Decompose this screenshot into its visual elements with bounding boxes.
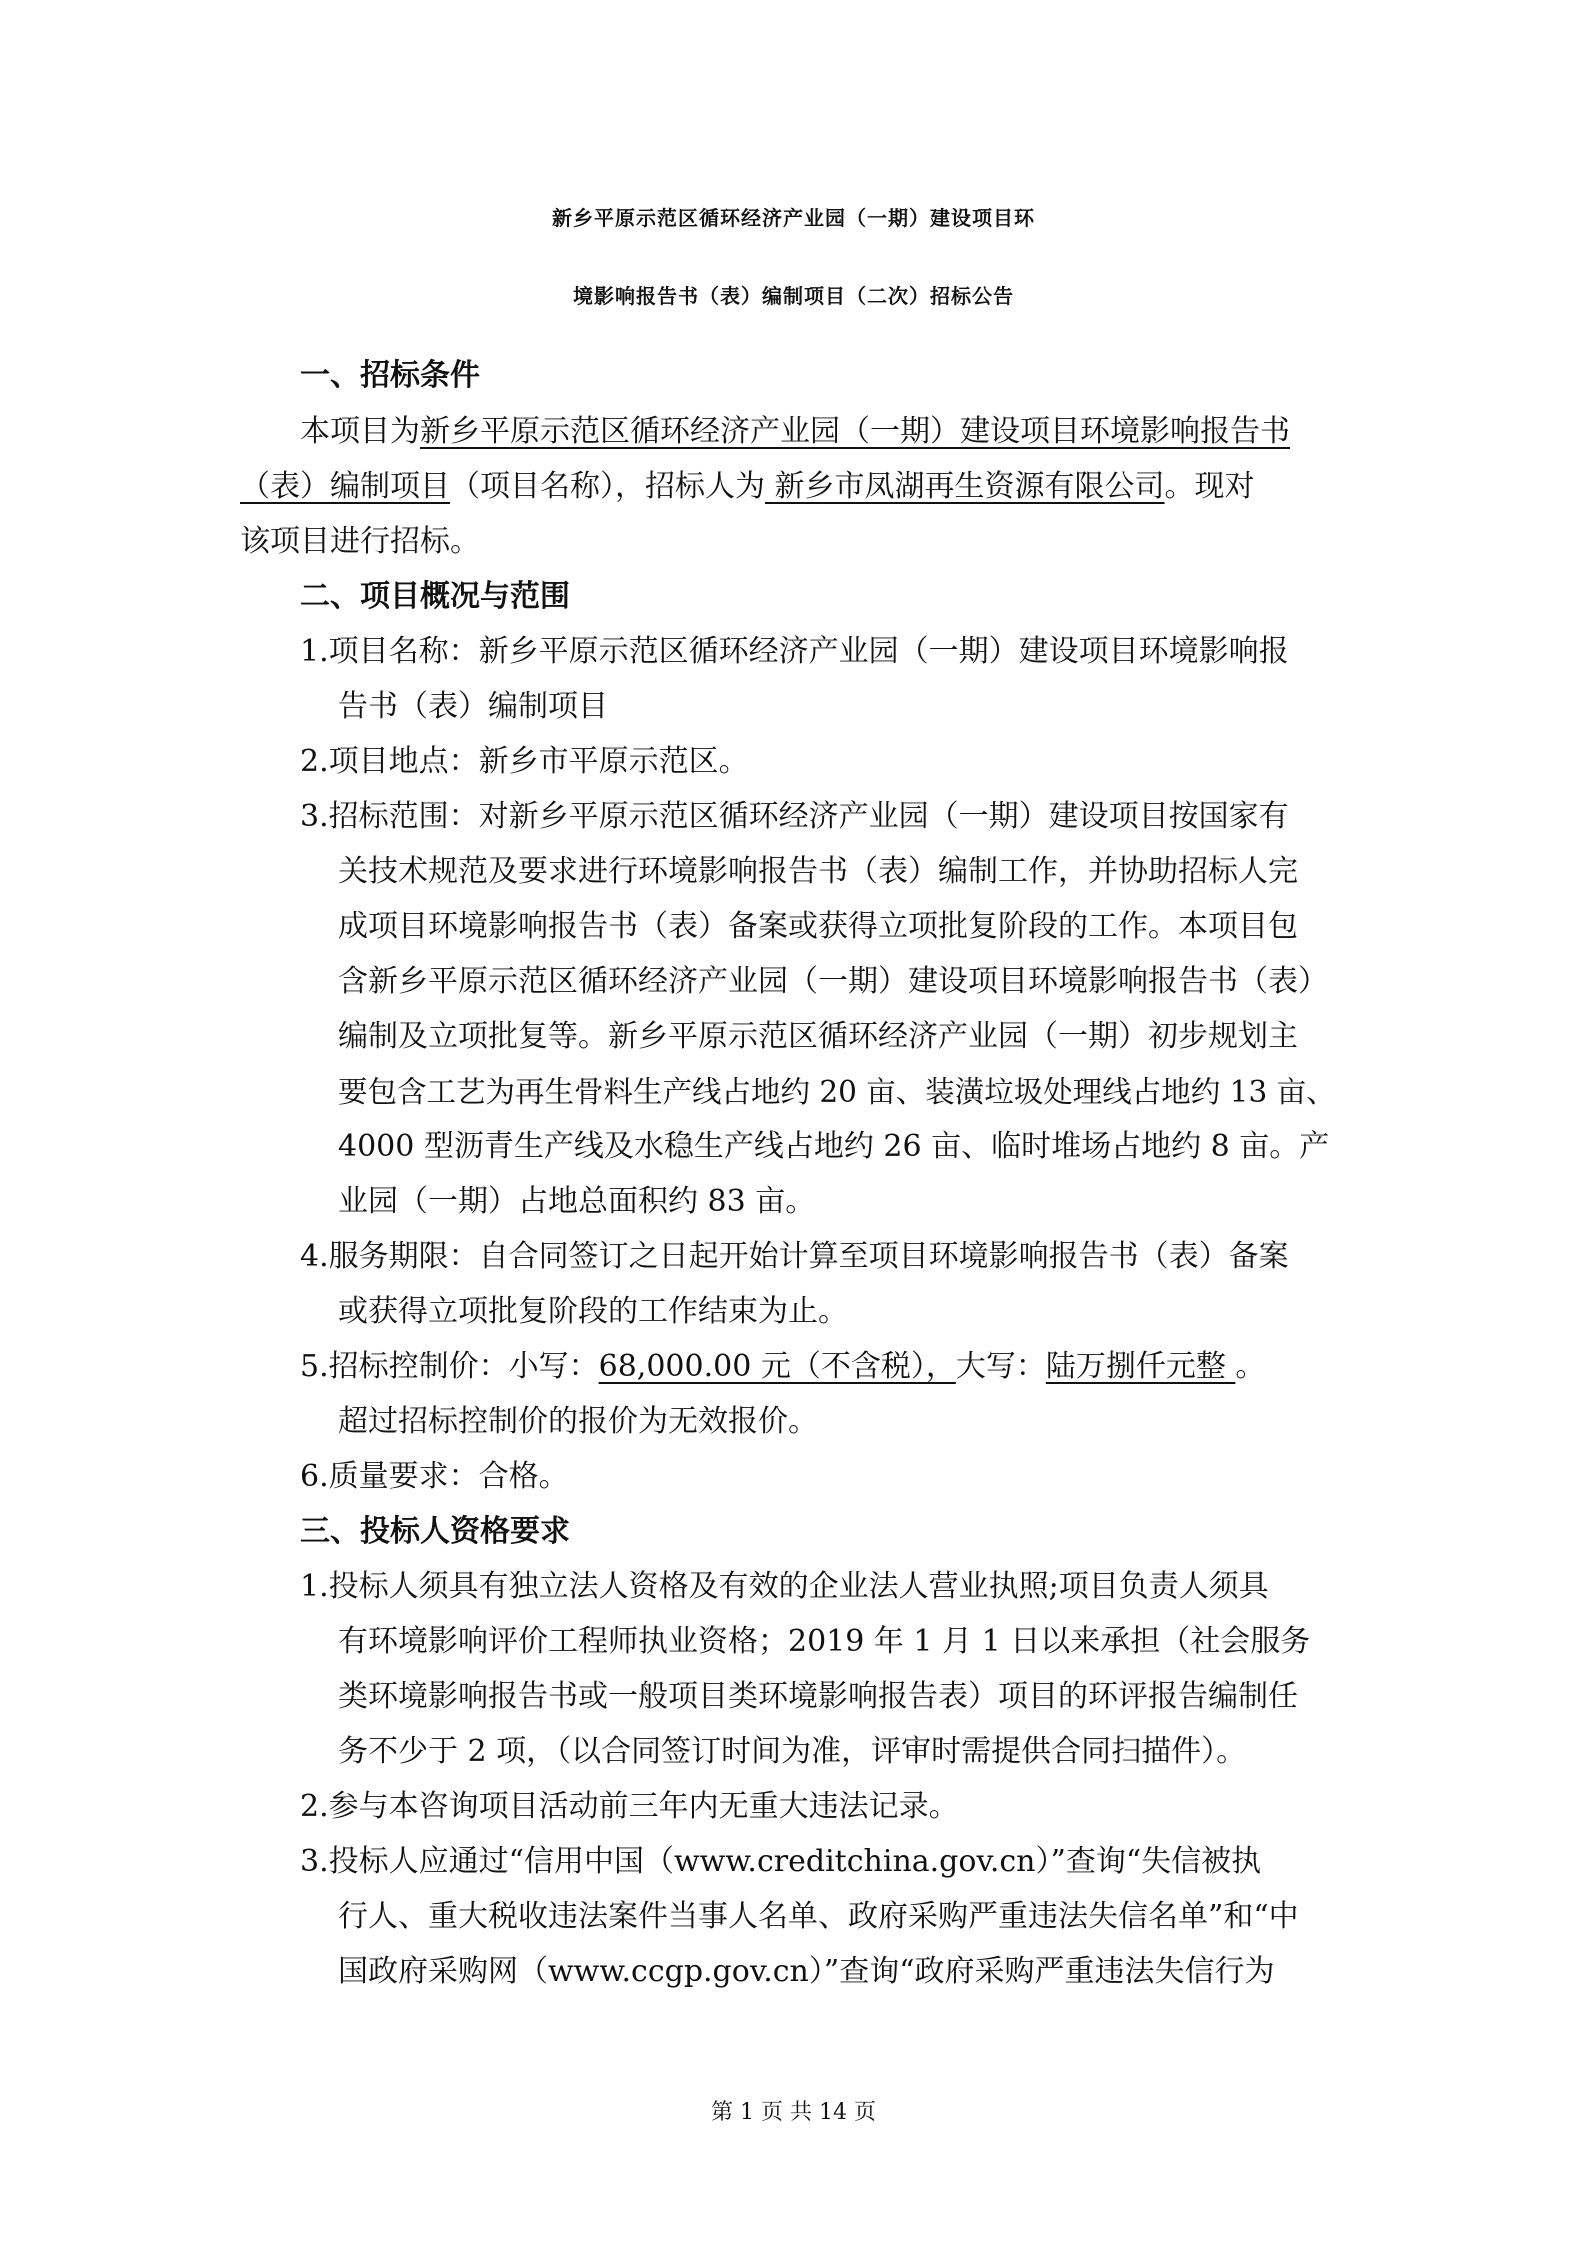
list-item-line: 3.投标人应通过“信用中国（www.creditchina.gov.cn）”查询“失信被执 bbox=[300, 1844, 1262, 1879]
page-number-footer: 第 1 页 共 14 页 bbox=[711, 2100, 876, 2125]
list-item-line: 行人、重大税收违法案件当事人名单、政府采购严重违法失信名单”和“中 bbox=[338, 1899, 1299, 1934]
price-figure-underlined: 68,000.00 元（不含税）， bbox=[598, 1349, 956, 1384]
list-item-line: 超过招标控制价的报价为无效报价。 bbox=[338, 1404, 818, 1439]
list-item-line: 2.参与本咨询项目活动前三年内无重大违法记录。 bbox=[300, 1789, 959, 1824]
price-words-underlined: 陆万捌仟元整 bbox=[1045, 1349, 1236, 1384]
list-item-line: 国政府采购网（www.ccgp.gov.cn）”查询“政府采购严重违法失信行为 bbox=[338, 1954, 1275, 1989]
project-name-underlined: 新乡平原示范区循环经济产业园（一期）建设项目环境影响报告书 bbox=[420, 414, 1290, 449]
list-item-line: 4000 型沥青生产线及水稳生产线占地约 26 亩、临时堆场占地约 8 亩。产 bbox=[338, 1129, 1330, 1164]
paragraph-line: 该项目进行招标。 bbox=[240, 524, 480, 559]
list-item-line: 3.招标范围：对新乡平原示范区循环经济产业园（一期）建设项目按国家有 bbox=[300, 799, 1289, 834]
list-item-line: 2.项目地点：新乡市平原示范区。 bbox=[300, 744, 749, 779]
section-heading-bidder-qualifications: 三、投标人资格要求 bbox=[300, 1514, 570, 1549]
list-item-line: 4.服务期限：自合同签订之日起开始计算至项目环境影响报告书（表）备案 bbox=[300, 1239, 1289, 1274]
project-name-underlined: （表）编制项目 bbox=[240, 469, 450, 504]
paragraph-line: （表）编制项目（项目名称），招标人为 新乡市凤湖再生资源有限公司。现对 bbox=[240, 469, 1255, 504]
list-item-line: 或获得立项批复阶段的工作结束为止。 bbox=[338, 1294, 848, 1329]
document-title-line-1: 新乡平原示范区循环经济产业园（一期）建设项目环 bbox=[552, 206, 1035, 230]
list-item-line: 关技术规范及要求进行环境影响报告书（表）编制工作，并协助招标人完 bbox=[338, 854, 1298, 889]
list-item-line: 务不少于 2 项，（以合同签订时间为准，评审时需提供合同扫描件）。 bbox=[338, 1734, 1247, 1769]
list-item-line: 类环境影响报告书或一般项目类环境影响报告表）项目的环评报告编制任 bbox=[338, 1679, 1298, 1714]
list-item-line: 业园（一期）占地总面积约 83 亩。 bbox=[338, 1184, 816, 1219]
document-title-line-2: 境影响报告书（表）编制项目（二次）招标公告 bbox=[573, 284, 1014, 308]
list-item-line-control-price: 5.招标控制价：小写：68,000.00 元（不含税），大写：陆万捌仟元整 。 bbox=[300, 1349, 1266, 1384]
list-item-line: 告书（表）编制项目 bbox=[338, 689, 608, 724]
tenderer-name-underlined: 新乡市凤湖再生资源有限公司 bbox=[765, 469, 1165, 504]
list-item-line: 有环境影响评价工程师执业资格；2019 年 1 月 1 日以来承担（社会服务 bbox=[338, 1624, 1311, 1659]
list-item-line: 编制及立项批复等。新乡平原示范区循环经济产业园（一期）初步规划主 bbox=[338, 1019, 1298, 1054]
section-heading-project-overview: 二、项目概况与范围 bbox=[300, 579, 570, 614]
list-item-line: 要包含工艺为再生骨料生产线占地约 20 亩、装潢垃圾处理线占地约 13 亩、 bbox=[338, 1075, 1336, 1109]
list-item-line: 1.项目名称：新乡平原示范区循环经济产业园（一期）建设项目环境影响报 bbox=[300, 634, 1289, 669]
list-item-line: 成项目环境影响报告书（表）备案或获得立项批复阶段的工作。本项目包 bbox=[338, 909, 1298, 944]
paragraph-line: 本项目为新乡平原示范区循环经济产业园（一期）建设项目环境影响报告书 bbox=[300, 414, 1290, 449]
list-item-line: 1.投标人须具有独立法人资格及有效的企业法人营业执照;项目负责人须具 bbox=[300, 1569, 1269, 1604]
section-heading-bidding-conditions: 一、招标条件 bbox=[300, 358, 480, 393]
list-item-line: 含新乡平原示范区循环经济产业园（一期）建设项目环境影响报告书（表） bbox=[338, 964, 1328, 999]
list-item-line: 6.质量要求：合格。 bbox=[300, 1459, 569, 1494]
